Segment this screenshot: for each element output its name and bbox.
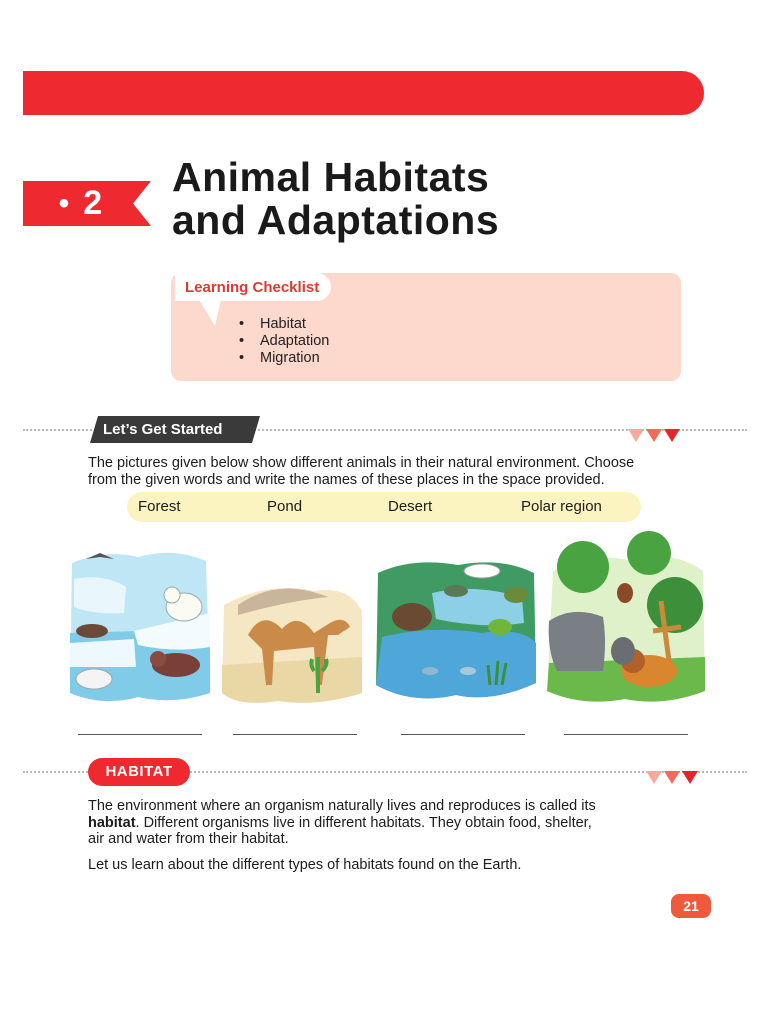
- lets-get-started-tab: [90, 416, 260, 443]
- word-bank-item: Polar region: [521, 498, 602, 515]
- polar-scene-illustration: [64, 543, 212, 707]
- speech-tail-icon: [199, 300, 221, 326]
- learning-checklist-heading: Learning Checklist: [175, 273, 331, 301]
- desert-scene-illustration: [218, 575, 364, 709]
- habitat-heading: HABITAT: [88, 758, 190, 786]
- answer-line[interactable]: [233, 734, 357, 735]
- word-bank: [127, 492, 641, 522]
- chapter-bullet: •: [58, 186, 70, 220]
- triangle-ornament-icon: [628, 429, 682, 443]
- habitat-line-1: The environment where an organism naturally lives and reproduces is called its: [88, 798, 596, 814]
- title-line-1: Animal Habitats: [172, 154, 490, 200]
- word-bank-item: Desert: [388, 498, 433, 515]
- word-bank-item: Pond: [267, 498, 303, 515]
- pond-scene-illustration: [372, 553, 540, 705]
- answer-line[interactable]: [564, 734, 688, 735]
- learning-checklist-list: [239, 316, 329, 367]
- lets-get-started-heading: Let’s Get Started: [103, 421, 223, 438]
- page-number: 21: [671, 894, 711, 918]
- word-bank-item: Forest: [138, 498, 181, 515]
- top-banner: [23, 71, 704, 115]
- page-title: [172, 156, 499, 242]
- chapter-number: 2: [83, 184, 103, 222]
- instructions-line-2: from the given words and write the names of these places in the space provided.: [88, 471, 605, 488]
- instructions-text: [88, 455, 688, 488]
- checklist-item: • Adaptation: [239, 333, 329, 350]
- habitat-closing-text: Let us learn about the different types of habitats found on the Earth.: [88, 857, 522, 873]
- answer-line[interactable]: [78, 734, 202, 735]
- instructions-line-1: The pictures given below show different animals in their natural environment. Choose: [88, 455, 635, 471]
- learning-checklist-box: [171, 273, 681, 381]
- habitat-definition: [88, 798, 688, 848]
- checklist-item: • Migration: [239, 350, 329, 367]
- answer-line[interactable]: [401, 734, 525, 735]
- habitat-line-2-rest: . Different organisms live in different habitats. They obtain food, shelter,: [135, 814, 592, 831]
- chapter-number-flag: [23, 181, 151, 226]
- habitat-term: habitat: [88, 814, 136, 831]
- triangle-ornament-icon: [646, 771, 700, 785]
- checklist-item: • Habitat: [239, 316, 329, 333]
- title-line-2: and Adaptations: [172, 197, 500, 243]
- habitat-line-2: [88, 815, 688, 832]
- forest-scene-illustration: [543, 531, 707, 707]
- habitat-line-3: air and water from their habitat.: [88, 831, 289, 847]
